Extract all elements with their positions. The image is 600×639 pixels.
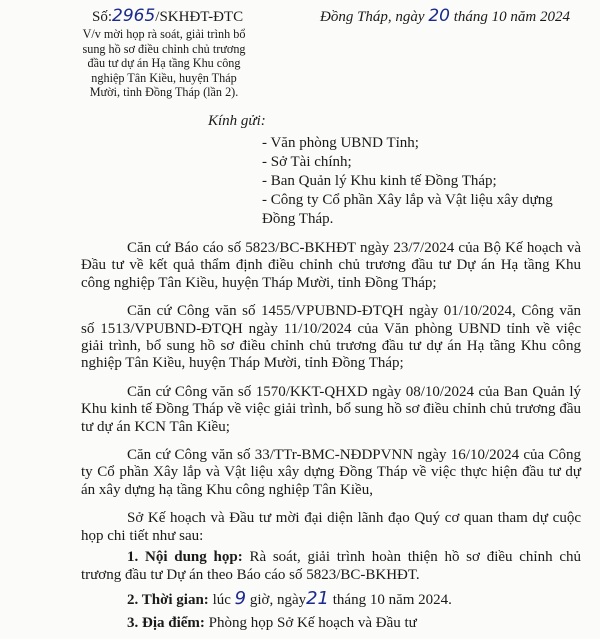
body-paragraph: Căn cứ Công văn số 1455/VPUBND-ĐTQH ngày 01/10/2024, Công văn số 1513/VPUBND-ĐTQH ngày 11/10/2024 của Văn phòng UBND tỉnh về việc giải trình, bổ sung hồ sơ điều chỉnh chủ trương đầu tư dự án Hạ tầng Khu công nghiệp Tân Kiều, huyện Tháp Mười, tỉnh Đồng Tháp; [81, 303, 581, 372]
meeting-time-prefix: lúc [212, 591, 231, 608]
document-body [81, 240, 581, 639]
body-paragraph: Căn cứ Báo cáo số 5823/BC-BKHĐT ngày 23/7/2024 của Bộ Kế hoạch và Đầu tư về kết quả thẩm định điều chỉnh chủ trương đầu tư Dự án Hạ tầng Khu công nghiệp Tân Kiều, huyện Tháp Mười, tỉnh Đồng Tháp; [81, 240, 581, 291]
document-number [92, 6, 243, 26]
place-date-suffix: tháng 10 năm 2024 [453, 9, 570, 25]
meeting-hour-handwritten: 9 [234, 587, 247, 609]
subject-line: Mười, tỉnh Đồng Tháp (lần 2). [89, 85, 239, 100]
meeting-place [81, 615, 581, 632]
day-handwritten: 20 [428, 6, 450, 26]
recipient-item: - Công ty Cổ phần Xây lắp và Vật liệu xây dựng [262, 192, 553, 208]
subject-line: nghiệp Tân Kiều, huyện Tháp [91, 70, 237, 85]
meeting-time-label: 2. Thời gian: [127, 591, 209, 608]
doc-number-handwritten: 2965 [112, 6, 156, 26]
meeting-place-label: 3. Địa điểm: [127, 615, 205, 632]
place-date-prefix: Đồng Tháp, ngày [320, 9, 425, 25]
meeting-time-middle: giờ, ngày [249, 591, 307, 608]
doc-suffix: /SKHĐT-ĐTC [155, 9, 244, 25]
meeting-content-label: 1. Nội dung họp: [127, 549, 243, 566]
meeting-content [81, 549, 581, 584]
recipient-item: - Ban Quản lý Khu kinh tế Đồng Tháp; [262, 173, 497, 189]
subject-line: V/v mời họp rà soát, giải trình bổ [82, 27, 246, 41]
kinh-gui-label: Kính gửi: [208, 113, 266, 129]
meeting-time-suffix: tháng 10 năm 2024. [332, 591, 452, 608]
recipient-item: - Văn phòng UBND Tỉnh; [262, 135, 419, 151]
subject-line: sung hồ sơ điều chỉnh chủ trương [82, 41, 246, 56]
body-paragraph: Căn cứ Công văn số 33/TTr-BMC-NĐDPVNN ngày 16/10/2024 của Công ty Cổ phần Xây lắp và Vật liệu xây dựng Đồng Tháp về việc thực hiện đầu tư dự án xây dựng hạ tầng Khu công nghiệp Tân Kiều, [81, 447, 581, 498]
meeting-content-text: Rà soát, giải trình hoàn thiện hồ sơ điều chỉnh chủ trương đầu tư Dự án theo Báo cáo số 5823/BC-BKHĐT. [81, 549, 581, 583]
doc-prefix: Số: [92, 9, 113, 25]
place-date [320, 6, 570, 26]
recipients-list [262, 134, 582, 229]
recipient-item: Đồng Tháp. [262, 211, 334, 227]
subject-line: đầu tư dự án Hạ tầng Khu công [87, 56, 241, 71]
meeting-day-handwritten: 21 [306, 587, 330, 609]
body-paragraph: Căn cứ Công văn số 1570/KKT-QHXD ngày 08/10/2024 của Ban Quản lý Khu kinh tế Đồng Tháp về việc giải trình, bổ sung hồ sơ điều chỉnh chủ trương đầu tư dự án KCN Tân Kiều; [81, 383, 581, 435]
meeting-place-text: Phòng họp Sở Kế hoạch và Đầu tư [208, 615, 417, 632]
subject-block [48, 27, 280, 100]
recipient-item: - Sở Tài chính; [262, 154, 352, 170]
body-paragraph: Sở Kế hoạch và Đầu tư mời đại diện lãnh đạo Quý cơ quan tham dự cuộc họp chi tiết như sau: [81, 510, 581, 544]
